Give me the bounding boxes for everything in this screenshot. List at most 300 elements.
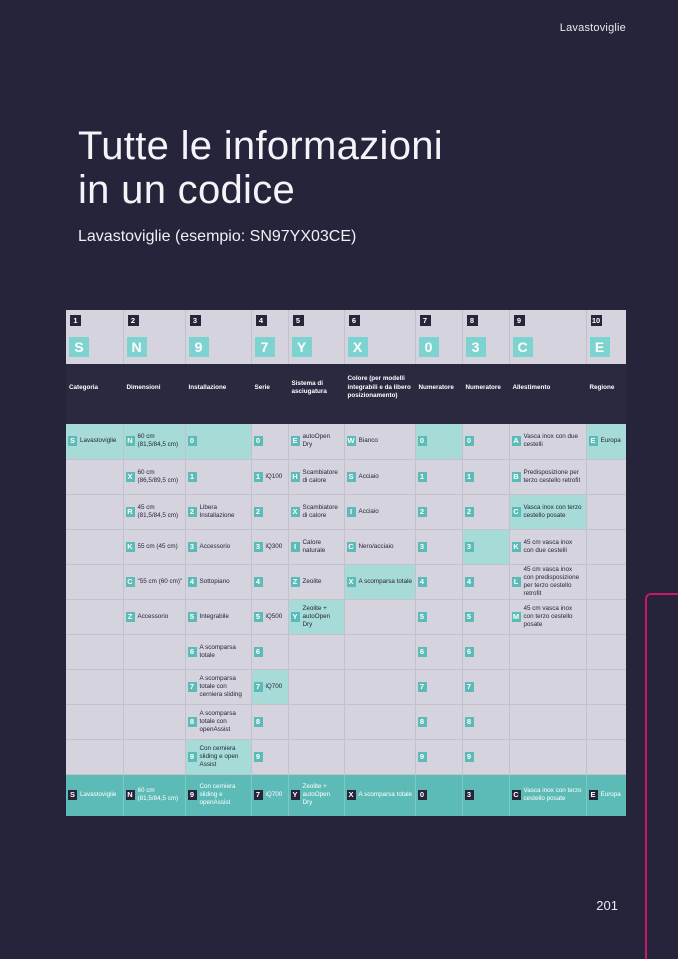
page-number: 201 [596, 898, 618, 913]
option-key: Y [292, 790, 298, 800]
table-cell [288, 529, 344, 564]
cell-content [188, 783, 249, 807]
table-cell [415, 599, 462, 634]
table-cell [66, 459, 123, 494]
option-key: S [69, 790, 75, 800]
option-label: Scambiatore di calore [302, 503, 338, 519]
table-cell [462, 459, 509, 494]
cell-content [254, 507, 286, 517]
option-key: 0 [418, 436, 427, 446]
cell-content [512, 539, 584, 555]
option-key: X [348, 576, 354, 586]
option-key: 3 [465, 542, 474, 552]
position-number: 3 [190, 315, 201, 326]
table-cell [185, 494, 251, 529]
option-label: Acciaio [358, 507, 379, 515]
code-letter: E [590, 337, 610, 357]
option-label: 45 cm vasca inox con predisposizione per terzo cestello retrofit [523, 565, 580, 597]
option-label: Accessorio [137, 612, 169, 620]
option-label: A scomparsa totale con openAssist [199, 709, 236, 733]
cell-content [465, 790, 507, 800]
option-key: C [513, 506, 519, 516]
code-letter: C [513, 337, 533, 357]
option-label: Con cerniera sliding e open Assist [199, 744, 239, 768]
option-key: 8 [254, 717, 263, 727]
option-label: 45 cm vasca inox con due cestelli [523, 538, 573, 554]
table-cell [123, 564, 185, 599]
cell-content [254, 577, 286, 587]
table-cell [509, 564, 586, 599]
cell-content [418, 577, 460, 587]
option-key: 5 [188, 612, 197, 622]
spacer-cell [251, 412, 288, 424]
code-letter: 0 [419, 337, 439, 357]
summary-cell [66, 774, 123, 816]
cell-content [68, 790, 121, 800]
table-cell [185, 529, 251, 564]
option-key: X [127, 471, 133, 481]
header-row [66, 364, 626, 412]
table-cell [509, 669, 586, 704]
page-subtitle: Lavastoviglie (esempio: SN97YX03CE) [78, 228, 357, 245]
option-key: E [590, 790, 596, 800]
cell-content [418, 436, 460, 446]
table-cell [185, 564, 251, 599]
position-number: 6 [349, 315, 360, 326]
option-label: iQ100 [265, 472, 283, 480]
code-letter-cell [509, 330, 586, 364]
cell-content [347, 436, 413, 446]
cell-content [188, 436, 249, 446]
cell-content [254, 682, 286, 692]
spacer-cell [462, 412, 509, 424]
option-key: 9 [188, 790, 197, 800]
code-letter-cell [185, 330, 251, 364]
table-cell [66, 669, 123, 704]
table-cell [586, 494, 626, 529]
code-letter: S [69, 337, 89, 357]
option-label: Vasca inox con terzo cestello posate [523, 787, 582, 803]
cell-content [254, 717, 286, 727]
code-letter: 9 [189, 337, 209, 357]
code-table-grid [66, 310, 627, 816]
cell-content [589, 790, 625, 800]
table-cell [251, 529, 288, 564]
table-cell [415, 494, 462, 529]
cell-content [465, 542, 507, 552]
table-cell [251, 704, 288, 739]
cell-content [126, 542, 183, 552]
option-label: 45 cm (81,5/84,5 cm) [137, 503, 179, 519]
cell-content [418, 682, 460, 692]
cell-content [291, 433, 342, 449]
option-label: Accessorio [199, 542, 231, 550]
option-key: 9 [254, 752, 263, 762]
cell-content [188, 710, 249, 734]
table-cell [509, 739, 586, 774]
spacer-cell [415, 412, 462, 424]
column-header: Dimensioni [123, 364, 185, 412]
column-header: Sistema di asciugatura [288, 364, 344, 412]
option-label: A scomparsa totale [358, 791, 413, 799]
option-label: 60 cm (86,5/89,5 cm) [137, 468, 179, 484]
cell-content [465, 507, 507, 517]
option-key: 7 [188, 682, 197, 692]
table-cell [66, 529, 123, 564]
table-cell [251, 669, 288, 704]
option-key: 8 [465, 717, 474, 727]
option-label: Lavastoviglie [80, 437, 117, 445]
table-cell [66, 704, 123, 739]
column-header: Allestimento [509, 364, 586, 412]
option-key: X [292, 506, 298, 516]
position-number: 9 [514, 315, 525, 326]
option-key: 8 [418, 717, 427, 727]
position-number: 7 [420, 315, 431, 326]
spacer-cell [509, 412, 586, 424]
cell-content [188, 577, 249, 587]
option-key: 0 [188, 436, 197, 446]
table-cell [185, 599, 251, 634]
option-key: 7 [465, 682, 474, 692]
option-key: Z [291, 577, 300, 587]
option-label: Zeolite + autoOpen Dry [302, 783, 331, 807]
table-cell [185, 669, 251, 704]
table-cell [123, 669, 185, 704]
option-label: 45 cm vasca inox con terzo cestello posate [523, 604, 573, 628]
option-label: Europa [600, 791, 621, 799]
table-cell [415, 424, 462, 459]
option-label: Lavastoviglie [80, 791, 117, 799]
table-cell [288, 739, 344, 774]
option-key: 3 [418, 542, 427, 552]
table-cell [462, 669, 509, 704]
position-number: 8 [467, 315, 478, 326]
example-summary-row [66, 774, 626, 816]
option-label: Zeolite [302, 577, 322, 585]
code-letter: 3 [466, 337, 486, 357]
cell-content [347, 577, 413, 587]
code-table [66, 310, 626, 816]
table-cell [344, 424, 415, 459]
cell-content [254, 472, 286, 482]
summary-cell [509, 774, 586, 816]
table-cell [288, 634, 344, 669]
table-cell [185, 634, 251, 669]
title-line-2: in un codice [78, 168, 296, 212]
table-cell [123, 634, 185, 669]
table-cell [344, 634, 415, 669]
summary-cell [415, 774, 462, 816]
table-cell [462, 599, 509, 634]
cell-content [465, 577, 507, 587]
option-key: 7 [254, 790, 263, 800]
option-key: C [513, 790, 519, 800]
cell-content [465, 752, 507, 762]
position-cell [344, 310, 415, 330]
spacer-cell [288, 412, 344, 424]
table-cell [509, 424, 586, 459]
cell-content [512, 787, 584, 803]
table-cell [586, 564, 626, 599]
cell-content [418, 472, 460, 482]
option-key: 6 [188, 647, 197, 657]
option-key: E [590, 436, 596, 446]
code-letter-cell [415, 330, 462, 364]
table-cell [344, 704, 415, 739]
option-label: Sottopiano [199, 577, 230, 585]
table-row [66, 494, 626, 529]
column-header: Numeratore [462, 364, 509, 412]
position-cell [66, 310, 123, 330]
table-cell [462, 424, 509, 459]
cell-content [188, 675, 249, 699]
position-cell [586, 310, 626, 330]
code-letter-cell [462, 330, 509, 364]
cell-content [254, 752, 286, 762]
table-cell [344, 529, 415, 564]
option-key: K [513, 541, 519, 551]
table-cell [509, 494, 586, 529]
table-cell [66, 599, 123, 634]
table-cell [251, 599, 288, 634]
cell-content [291, 783, 342, 807]
table-cell [462, 704, 509, 739]
table-cell [586, 599, 626, 634]
spacer-cell [586, 412, 626, 424]
column-header: Numeratore [415, 364, 462, 412]
cell-content [465, 682, 507, 692]
table-cell [415, 459, 462, 494]
code-letter-cell [344, 330, 415, 364]
table-cell [586, 459, 626, 494]
option-key: S [348, 471, 354, 481]
option-key: B [513, 471, 519, 481]
cell-content [254, 647, 286, 657]
table-cell [288, 424, 344, 459]
option-key: 3 [465, 790, 474, 800]
option-label: A scomparsa totale con cerniera sliding [199, 674, 242, 698]
table-cell [415, 529, 462, 564]
code-letter-cell [66, 330, 123, 364]
option-label: Zeolite + autoOpen Dry [302, 604, 331, 628]
cell-content [126, 469, 183, 485]
table-cell [66, 739, 123, 774]
option-label: Calore naturale [302, 538, 326, 554]
table-cell [251, 739, 288, 774]
option-key: 2 [188, 507, 197, 517]
position-cell [123, 310, 185, 330]
cell-content [512, 504, 584, 520]
option-label: 60 cm (81,5/84,5 cm) [137, 787, 179, 803]
option-key: 4 [188, 577, 197, 587]
cell-content [347, 790, 413, 800]
spacer-cell [344, 412, 415, 424]
cell-content [188, 644, 249, 660]
cell-content [254, 436, 286, 446]
table-cell [185, 704, 251, 739]
cell-content [589, 436, 625, 446]
option-key: 5 [418, 612, 427, 622]
option-label: Nero/acciaio [358, 542, 394, 550]
table-cell [509, 634, 586, 669]
option-key: 1 [254, 472, 263, 482]
option-key: Y [292, 611, 298, 621]
cell-content [465, 472, 507, 482]
option-key: 3 [254, 542, 263, 552]
cell-content [126, 433, 183, 449]
table-cell [66, 564, 123, 599]
cell-content [188, 542, 249, 552]
cell-content [126, 577, 183, 587]
option-label: Integrabile [199, 612, 229, 620]
option-key: 4 [254, 577, 263, 587]
cell-content [347, 507, 413, 517]
summary-cell [344, 774, 415, 816]
table-cell [123, 599, 185, 634]
cell-content [254, 790, 286, 800]
code-letter-cell [288, 330, 344, 364]
option-label: Europa [600, 437, 621, 445]
table-cell [415, 739, 462, 774]
table-cell [344, 599, 415, 634]
table-row [66, 529, 626, 564]
option-label: A scomparsa totale [358, 577, 413, 585]
option-key: 7 [254, 682, 263, 692]
table-cell [415, 704, 462, 739]
table-cell [288, 669, 344, 704]
column-header: Categoria [66, 364, 123, 412]
option-key: 0 [418, 790, 427, 800]
table-cell [251, 459, 288, 494]
accent-line [645, 593, 678, 959]
spacer-cell [123, 412, 185, 424]
table-row [66, 634, 626, 669]
cell-content [418, 507, 460, 517]
table-cell [288, 704, 344, 739]
option-key: I [291, 542, 300, 552]
option-key: H [292, 471, 298, 481]
table-cell [251, 634, 288, 669]
cell-content [347, 542, 413, 552]
table-cell [586, 634, 626, 669]
table-row [66, 424, 626, 459]
cell-content [291, 504, 342, 520]
cell-content [418, 612, 460, 622]
table-row [66, 669, 626, 704]
code-letter: N [127, 337, 147, 357]
cell-content [465, 436, 507, 446]
cell-content [512, 605, 584, 629]
table-cell [185, 739, 251, 774]
position-cell [251, 310, 288, 330]
option-key: 6 [418, 647, 427, 657]
option-key: A [513, 436, 519, 446]
position-cell [288, 310, 344, 330]
option-key: 3 [188, 542, 197, 552]
option-label: "55 cm (60 cm)" [137, 577, 183, 585]
option-label: Vasca inox con terzo cestello posate [523, 503, 582, 519]
position-row [66, 310, 626, 330]
option-label: A scomparsa totale [199, 643, 236, 659]
cell-content [254, 542, 286, 552]
option-key: 4 [418, 577, 427, 587]
option-key: 7 [418, 682, 427, 692]
cell-content [347, 472, 413, 482]
table-cell [123, 424, 185, 459]
column-header: Colore (per modelli integrabili e da libero posizionamento) [344, 364, 415, 412]
table-cell [344, 739, 415, 774]
spacer-cell [66, 412, 123, 424]
cell-content [512, 469, 584, 485]
cell-content [512, 566, 584, 598]
option-label: Predisposizione per terzo cestello retrofit [523, 468, 581, 484]
option-key: 4 [465, 577, 474, 587]
table-cell [66, 634, 123, 669]
cell-content [465, 717, 507, 727]
table-cell [344, 669, 415, 704]
code-letter: X [348, 337, 368, 357]
table-cell [288, 599, 344, 634]
table-cell [123, 704, 185, 739]
position-number: 4 [256, 315, 267, 326]
option-key: Z [126, 612, 135, 622]
table-cell [462, 564, 509, 599]
table-cell [288, 494, 344, 529]
table-cell [251, 494, 288, 529]
option-key: 0 [254, 436, 263, 446]
table-cell [344, 494, 415, 529]
table-row [66, 459, 626, 494]
option-label: Libera Installazione [199, 503, 235, 519]
table-cell [123, 529, 185, 564]
option-key: 2 [465, 507, 474, 517]
option-label: Acciaio [358, 472, 379, 480]
table-cell [586, 529, 626, 564]
cell-content [291, 539, 342, 555]
code-letter-row [66, 330, 626, 364]
option-key: 9 [418, 752, 427, 762]
summary-cell [288, 774, 344, 816]
table-cell [123, 459, 185, 494]
table-cell [185, 459, 251, 494]
column-header: Installazione [185, 364, 251, 412]
cell-content [126, 612, 183, 622]
option-key: 9 [188, 752, 197, 762]
cell-content [254, 612, 286, 622]
option-key: 8 [188, 717, 197, 727]
cell-content [68, 436, 121, 446]
table-cell [66, 424, 123, 459]
option-key: 6 [465, 647, 474, 657]
table-row [66, 739, 626, 774]
option-key: 2 [418, 507, 427, 517]
table-cell [344, 564, 415, 599]
code-letter-cell [123, 330, 185, 364]
option-key: 5 [465, 612, 474, 622]
table-cell [251, 424, 288, 459]
option-key: N [127, 790, 133, 800]
option-key: W [347, 436, 355, 446]
option-label: Vasca inox con due cestelli [523, 433, 578, 449]
option-label: iQ700 [265, 682, 283, 690]
option-label: Con cerniera sliding e openAssist [199, 783, 236, 807]
option-key: 6 [254, 647, 263, 657]
table-cell [509, 704, 586, 739]
position-cell [415, 310, 462, 330]
cell-content [188, 472, 249, 482]
position-cell [509, 310, 586, 330]
